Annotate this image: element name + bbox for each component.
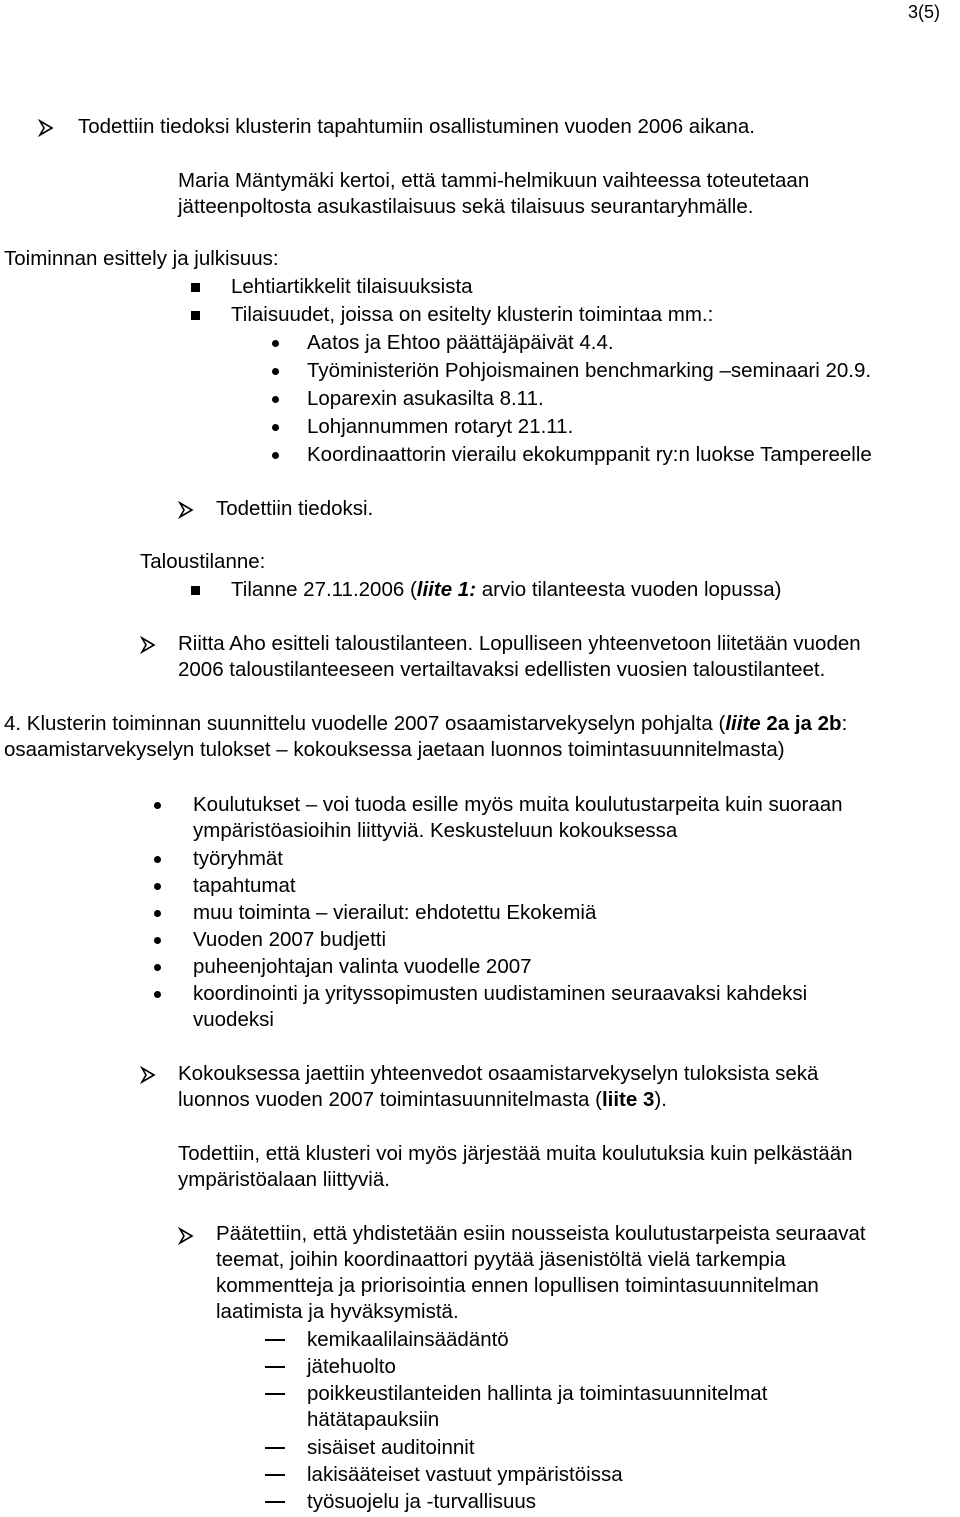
list-item-continuation: ympäristöasioihin liittyviä. Keskusteluun kokouksessa (193, 819, 678, 842)
page-number: 3(5) (907, 2, 940, 22)
list-item: Loparexin asukasilta 8.11. (307, 387, 544, 410)
dot-bullet-icon (154, 991, 161, 998)
list-item: jätehuolto (307, 1355, 396, 1378)
list-item: puheenjohtajan valinta vuodelle 2007 (193, 955, 532, 978)
list-item: Työministeriön Pohjoismainen benchmarking –seminaari 20.9. (307, 359, 872, 382)
arrow-bullet-icon (178, 501, 194, 519)
paragraph-line: Todettiin, että klusteri voi myös järjestää muita koulutuksia kuin pelkästään (178, 1142, 853, 1165)
section-heading: Toiminnan esittely ja julkisuus: (4, 247, 279, 270)
dot-bullet-icon (154, 856, 161, 863)
dot-bullet-icon (154, 802, 161, 809)
list-item: työsuojelu ja -turvallisuus (307, 1490, 537, 1513)
dot-bullet-icon (272, 368, 279, 375)
paragraph-line: Maria Mäntymäki kertoi, että tammi-helmikuun vaihteessa toteutetaan (178, 169, 810, 192)
paragraph-line: ympäristöalaan liittyviä. (178, 1168, 390, 1191)
paragraph-line: jätteenpoltosta asukastilaisuus sekä tilaisuus seurantaryhmälle. (178, 195, 754, 218)
list-item: lakisääteiset vastuut ympäristöissa (307, 1463, 623, 1486)
list-item: työryhmät (193, 847, 283, 870)
arrow-bullet-icon (140, 636, 156, 654)
dot-bullet-icon (272, 452, 279, 459)
arrow-item-line: luonnos vuoden 2007 toimintasuunnitelmasta (liite 3). (178, 1088, 667, 1111)
section-heading: 4. Klusterin toiminnan suunnittelu vuodelle 2007 osaamistarvekyselyn pohjalta (liite 2a ja 2b: (4, 712, 848, 735)
arrow-item-line: Päätettiin, että yhdistetään esiin nousseista koulutustarpeista seuraavat (216, 1222, 866, 1245)
dot-bullet-icon (154, 910, 161, 917)
arrow-item-line: Riitta Aho esitteli taloustilanteen. Lopulliseen yhteenvetoon liitetään vuoden (178, 632, 861, 655)
dash-bullet-icon (265, 1393, 285, 1395)
list-item: Lohjannummen rotaryt 21.11. (307, 415, 574, 438)
section-heading-line: osaamistarvekyselyn tulokset – kokouksessa jaetaan luonnos toimintasuunnitelmasta) (4, 738, 785, 761)
list-item: kemikaalilainsäädäntö (307, 1328, 509, 1351)
dot-bullet-icon (154, 937, 161, 944)
list-item-continuation: hätätapauksiin (307, 1408, 440, 1431)
section-heading: Taloustilanne: (140, 550, 266, 573)
list-item: Vuoden 2007 budjetti (193, 928, 387, 951)
arrow-item-line: teemat, joihin koordinaattori pyytää jäsenistöltä vielä tarkempia (216, 1248, 786, 1271)
list-item: Aatos ja Ehtoo päättäjäpäivät 4.4. (307, 331, 614, 354)
dash-bullet-icon (265, 1366, 285, 1368)
list-item: tapahtumat (193, 874, 296, 897)
list-item: koordinointi ja yrityssopimusten uudistaminen seuraavaksi kahdeksi (193, 982, 808, 1005)
list-item: Koordinaattorin vierailu ekokumppanit ry:n luokse Tampereelle (307, 443, 872, 466)
arrow-bullet-icon (140, 1066, 156, 1084)
list-item: Lehtiartikkelit tilaisuuksista (231, 275, 473, 298)
arrow-item-line: laatimista ja hyväksymistä. (216, 1300, 459, 1323)
list-item: Tilaisuudet, joissa on esitelty klusterin toimintaa mm.: (231, 303, 714, 326)
square-bullet-icon (191, 586, 200, 595)
dot-bullet-icon (272, 424, 279, 431)
list-item-continuation: vuodeksi (193, 1008, 274, 1031)
dot-bullet-icon (154, 883, 161, 890)
arrow-item-line: Kokouksessa jaettiin yhteenvedot osaamistarvekyselyn tuloksista sekä (178, 1062, 819, 1085)
dash-bullet-icon (265, 1447, 285, 1449)
list-item: muu toiminta – vierailut: ehdotettu Ekokemiä (193, 901, 597, 924)
arrow-item: Todettiin tiedoksi. (216, 497, 374, 520)
dot-bullet-icon (154, 964, 161, 971)
arrow-item-line: kommentteja ja priorisointia ennen lopullisen toimintasuunnitelman (216, 1274, 819, 1297)
square-bullet-icon (191, 311, 200, 320)
dash-bullet-icon (265, 1339, 285, 1341)
dot-bullet-icon (272, 340, 279, 347)
dash-bullet-icon (265, 1474, 285, 1476)
arrow-bullet-icon (178, 1227, 194, 1245)
arrow-bullet-icon (38, 119, 54, 137)
list-item: sisäiset auditoinnit (307, 1436, 475, 1459)
list-item: Koulutukset – voi tuoda esille myös muita koulutustarpeita kuin suoraan (193, 793, 843, 816)
list-item: Tilanne 27.11.2006 (liite 1: arvio tilanteesta vuoden lopussa) (231, 578, 782, 601)
list-item: poikkeustilanteiden hallinta ja toimintasuunnitelmat (307, 1382, 768, 1405)
dot-bullet-icon (272, 396, 279, 403)
square-bullet-icon (191, 283, 200, 292)
arrow-item: Todettiin tiedoksi klusterin tapahtumiin osallistuminen vuoden 2006 aikana. (78, 115, 755, 138)
arrow-item-line: 2006 taloustilanteeseen vertailtavaksi edellisten vuosien taloustilanteet. (178, 658, 826, 681)
dash-bullet-icon (265, 1501, 285, 1503)
